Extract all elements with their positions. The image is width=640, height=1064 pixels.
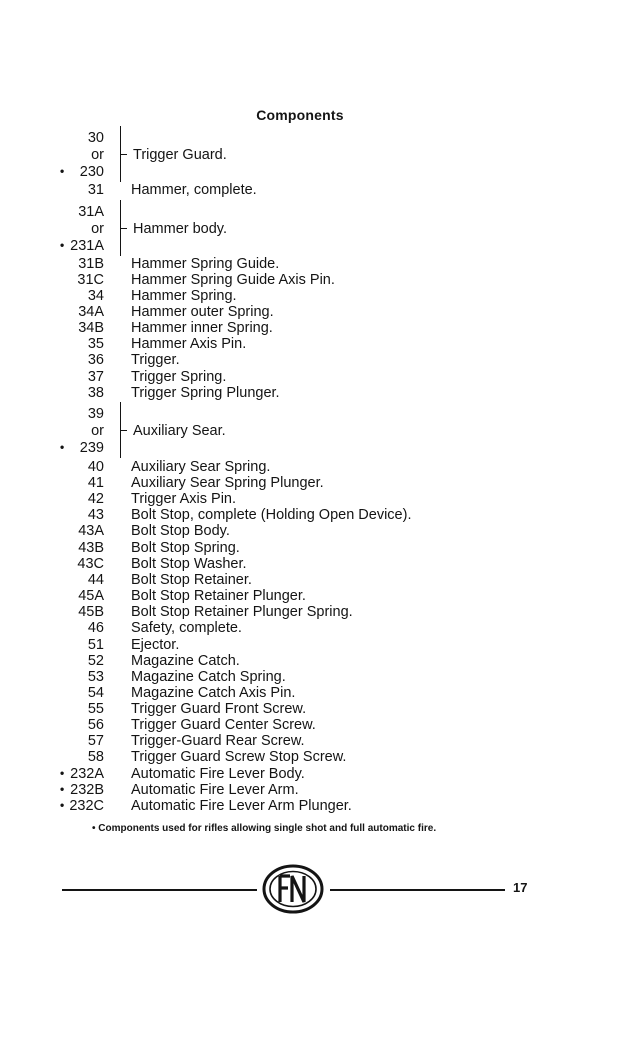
list-item — [0, 701, 620, 718]
part-number: 38 — [87, 385, 104, 401]
star-marker: • — [60, 164, 65, 178]
list-item — [0, 798, 620, 815]
part-description: Bolt Stop Washer. — [131, 556, 247, 572]
part-description: Bolt Stop Retainer Plunger Spring. — [131, 604, 353, 620]
part-description: Auxiliary Sear Spring Plunger. — [131, 475, 324, 491]
list-item — [0, 717, 620, 734]
list-item — [0, 653, 620, 670]
part-number: 53 — [87, 669, 104, 685]
part-number: 43C — [77, 556, 104, 572]
part-description: Hammer outer Spring. — [131, 304, 274, 320]
right-rule — [330, 889, 505, 891]
part-number: 43B — [78, 540, 104, 556]
bracket-group — [0, 406, 620, 460]
bracket-group — [0, 130, 620, 184]
part-description: Bolt Stop, complete (Holding Open Device). — [131, 507, 412, 523]
part-description: Bolt Stop Retainer. — [131, 572, 252, 588]
list-item — [0, 588, 620, 605]
part-description: Bolt Stop Retainer Plunger. — [131, 588, 306, 604]
part-number: 31 — [87, 182, 104, 198]
page-title: Components — [256, 107, 344, 123]
part-description: Trigger Guard Center Screw. — [131, 717, 316, 733]
list-item — [0, 336, 620, 353]
bracket-line — [110, 200, 121, 256]
part-number: 43A — [78, 523, 104, 539]
part-number: 46 — [87, 620, 104, 636]
part-description: Magazine Catch. — [131, 653, 240, 669]
list-item — [0, 491, 620, 508]
part-number: 36 — [87, 352, 104, 368]
part-number: 57 — [87, 733, 104, 749]
part-description: Automatic Fire Lever Arm. — [131, 782, 299, 798]
part-number: 239 — [79, 440, 104, 456]
left-rule — [62, 889, 257, 891]
part-number: 34B — [78, 320, 104, 336]
bracket-line — [110, 126, 121, 182]
list-item — [0, 572, 620, 589]
part-description: Auxiliary Sear Spring. — [131, 459, 271, 475]
part-number: 43 — [87, 507, 104, 523]
star-marker: • — [60, 238, 65, 252]
part-description: Ejector. — [131, 637, 180, 653]
part-description: Hammer Spring Guide Axis Pin. — [131, 272, 335, 288]
part-number: or — [91, 147, 104, 163]
part-description: Hammer Spring. — [131, 288, 237, 304]
list-item — [0, 288, 620, 305]
part-number: 37 — [87, 369, 104, 385]
part-description: Automatic Fire Lever Body. — [131, 766, 305, 782]
part-number: 231A — [70, 238, 104, 254]
part-number: 39 — [87, 406, 104, 422]
part-number: or — [91, 221, 104, 237]
list-item — [0, 304, 620, 321]
part-number: 42 — [87, 491, 104, 507]
star-marker: • — [60, 440, 65, 454]
part-number: 31B — [78, 256, 104, 272]
list-item — [0, 385, 620, 402]
part-description: Magazine Catch Axis Pin. — [131, 685, 296, 701]
list-item — [0, 733, 620, 750]
part-description: Trigger. — [131, 352, 180, 368]
bracket-tip — [121, 154, 127, 155]
list-item — [0, 475, 620, 492]
part-description: Trigger Spring. — [131, 369, 227, 385]
list-item — [0, 556, 620, 573]
part-number: 232B — [70, 782, 104, 798]
part-description: Trigger Axis Pin. — [131, 491, 237, 507]
part-description: Hammer inner Spring. — [131, 320, 273, 336]
list-item — [0, 540, 620, 557]
part-description: Trigger Spring Plunger. — [131, 385, 280, 401]
list-item — [0, 272, 620, 289]
part-number: 31C — [77, 272, 104, 288]
list-item — [0, 182, 620, 199]
part-description: Bolt Stop Spring. — [131, 540, 240, 556]
part-number: 232A — [70, 766, 104, 782]
list-item — [0, 320, 620, 337]
list-item — [0, 459, 620, 476]
part-number: 35 — [87, 336, 104, 352]
list-item — [0, 685, 620, 702]
part-number: 51 — [87, 637, 104, 653]
part-number: 56 — [87, 717, 104, 733]
list-item — [0, 637, 620, 654]
bracket-line — [110, 402, 121, 458]
part-number: 54 — [87, 685, 104, 701]
part-number: 34 — [87, 288, 104, 304]
list-item — [0, 620, 620, 637]
part-number: 30 — [87, 130, 104, 146]
star-marker: • — [60, 782, 65, 796]
part-number: 230 — [79, 164, 104, 180]
part-description: Bolt Stop Body. — [131, 523, 230, 539]
list-item — [0, 369, 620, 386]
part-description: Trigger Guard Screw Stop Screw. — [131, 749, 347, 765]
part-number: 34A — [78, 304, 104, 320]
part-description: Safety, complete. — [131, 620, 242, 636]
part-description: Hammer, complete. — [131, 182, 257, 198]
star-marker: • — [60, 766, 65, 780]
part-description: Trigger Guard Front Screw. — [131, 701, 307, 717]
list-item — [0, 782, 620, 799]
part-number: 41 — [87, 475, 104, 491]
part-number: 44 — [87, 572, 104, 588]
part-description: Hammer Axis Pin. — [131, 336, 247, 352]
part-number: 45A — [78, 588, 104, 604]
list-item — [0, 669, 620, 686]
part-number: 232C — [69, 798, 104, 814]
bracket-group — [0, 204, 620, 258]
list-item — [0, 507, 620, 524]
part-description: Hammer body. — [133, 221, 228, 237]
star-marker: • — [60, 798, 65, 812]
list-item — [0, 766, 620, 783]
part-description: Auxiliary Sear. — [133, 423, 226, 439]
part-description: Automatic Fire Lever Arm Plunger. — [131, 798, 352, 814]
list-item — [0, 749, 620, 766]
part-description: Hammer Spring Guide. — [131, 256, 280, 272]
list-item — [0, 256, 620, 273]
list-item — [0, 604, 620, 621]
part-number: 58 — [87, 749, 104, 765]
list-item — [0, 352, 620, 369]
part-description: Trigger-Guard Rear Screw. — [131, 733, 305, 749]
part-number: 55 — [87, 701, 104, 717]
fn-logo — [262, 864, 324, 914]
part-description: Trigger Guard. — [133, 147, 227, 163]
part-number: 45B — [78, 604, 104, 620]
bracket-tip — [121, 430, 127, 431]
bracket-tip — [121, 228, 127, 229]
footnote: • Components used for rifles allowing single shot and full automatic fire. — [92, 823, 437, 834]
list-item — [0, 523, 620, 540]
part-number: 52 — [87, 653, 104, 669]
part-number: 40 — [87, 459, 104, 475]
part-number: 31A — [78, 204, 104, 220]
page-number: 17 — [513, 880, 528, 895]
part-number: or — [91, 423, 104, 439]
part-description: Magazine Catch Spring. — [131, 669, 286, 685]
